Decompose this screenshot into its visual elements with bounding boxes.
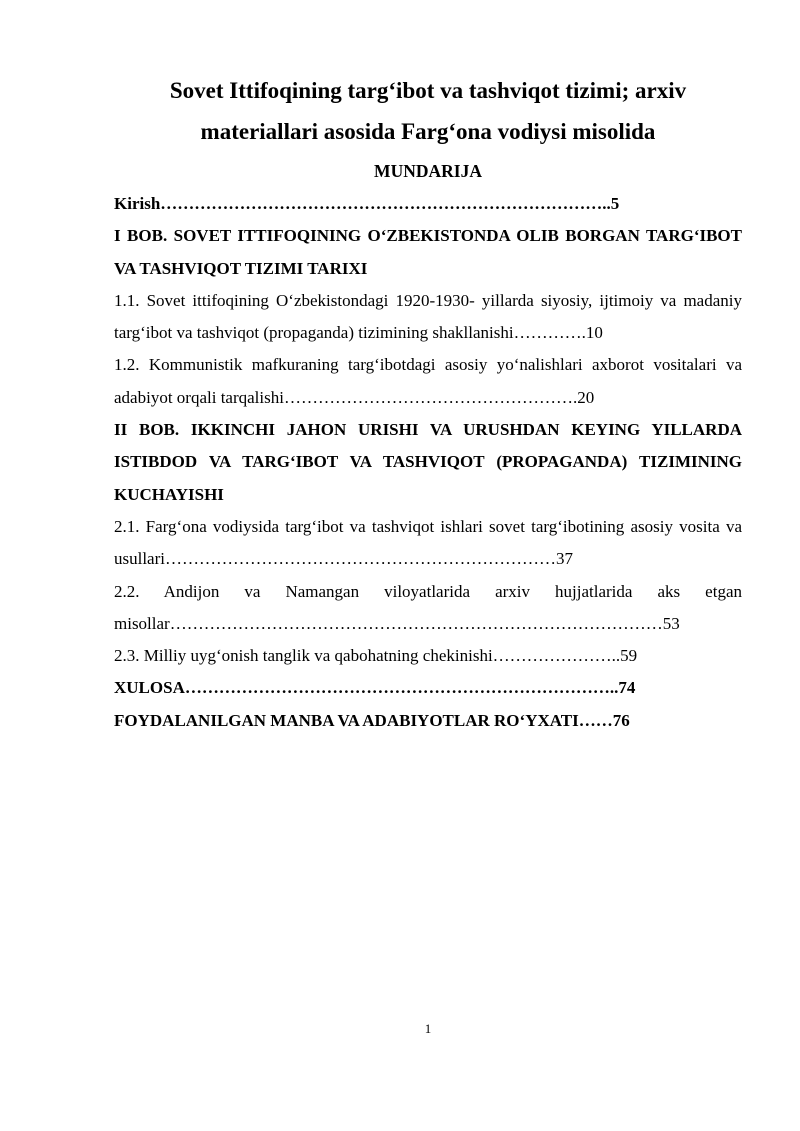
page-number: 1 (424, 1021, 432, 1036)
toc-entry-section-1-2: 1.2. Kommunistik mafkuraning targ‘ibotdagi asosiy yo‘nalishlari axborot vositalari va adabiyot orqali tarqalishi…………………………………………….20 (114, 355, 742, 407)
table-of-contents-heading: MUNDARIJA (374, 161, 482, 181)
toc-entry-section-1-1: 1.1. Sovet ittifoqining O‘zbekistondagi 1920-1930- yillarda siyosiy, ijtimoiy va madaniy targ‘ibot va tashviqot (propaganda) tizimining shakllanishi………….10 (114, 290, 742, 343)
toc-entry-introduction: Kirish……………………………………………………………………..5 (114, 194, 620, 213)
toc-entry-conclusion: XULOSA…………………………………………………………………..74 (114, 678, 636, 698)
table-of-contents (114, 188, 742, 737)
toc-entry-bibliography: FOYDALANILGAN MANBA VA ADABIYOTLAR RO‘YXATI……76 (114, 710, 630, 730)
toc-entry-section-2-2: 2.2. Andijon va Namangan viloyatlarida arxiv hujjatlarida aks etgan misollar……………………………………………………………………………53 (114, 581, 742, 633)
document-title-line-1: Sovet Ittifoqining targ‘ibot va tashviqot tizimi; arxiv (169, 78, 687, 103)
document-title-line-2: materiallari asosida Farg‘ona vodiysi misolida (200, 119, 656, 144)
toc-entry-section-2-3: 2.3. Milliy uyg‘onish tanglik va qabohatning chekinishi…………………..59 (114, 646, 638, 666)
toc-entry-chapter-2: II BOB. IKKINCHI JAHON URISHI VA URUSHDAN KEYING YILLARDA ISTIBDOD VA TARG‘IBOT VA TASHVIQOT (PROPAGANDA) TIZIMINING KUCHAYISHI (114, 420, 742, 504)
toc-entry-section-2-1: 2.1. Farg‘ona vodiysida targ‘ibot va tashviqot ishlari sovet targ‘ibotining asosiy vosita va usullari……………………………………………………………37 (114, 516, 742, 569)
toc-entry-chapter-1: I BOB. SOVET ITTIFOQINING O‘ZBEKISTONDA OLIB BORGAN TARG‘IBOT VA TASHVIQOT TIZIMI TARIXI (114, 226, 742, 278)
